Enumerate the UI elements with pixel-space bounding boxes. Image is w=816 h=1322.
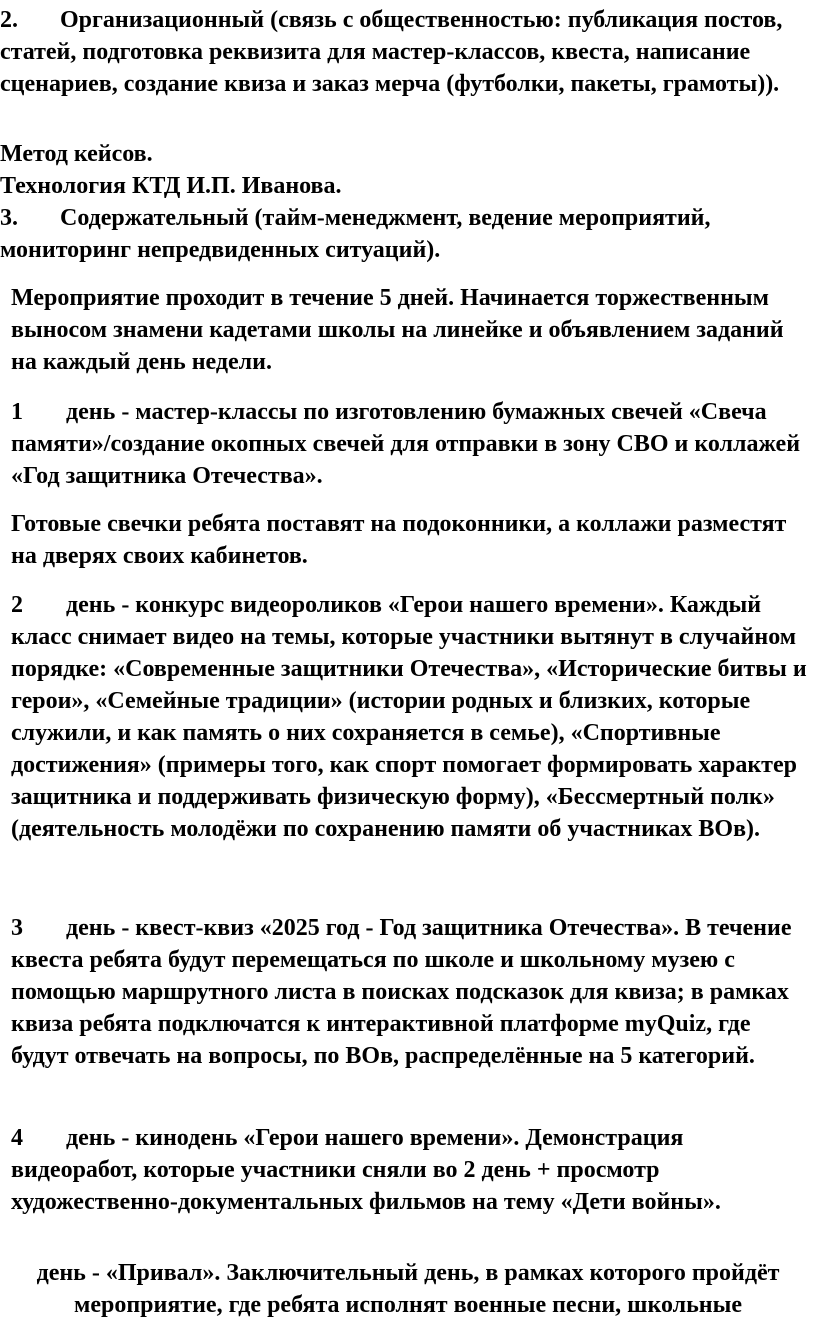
day-3-text: день - квест-квиз «2025 год - Год защитника Отечества». В течение квеста ребята будут перемещаться по школе и школьному музею с помощью маршрутного листа в поисках подсказок для квиза; в рамках квиза ребята подключатся к интерактивной платформе myQuiz, где будут отвечать на вопросы, по ВОв, распределённые на 5 категорий.	[11, 915, 792, 1069]
day-1-number: 1	[11, 399, 23, 425]
day-2-paragraph	[11, 589, 811, 845]
day-1-paragraph	[11, 396, 811, 492]
item-2-paragraph	[0, 4, 800, 100]
item-3-number: 3.	[0, 205, 18, 231]
day-4-number: 4	[11, 1125, 23, 1151]
day-4-paragraph	[11, 1122, 811, 1218]
day-1-text: день - мастер-классы по изготовлению бумажных свечей «Свеча памяти»/создание окопных свечей для отправки в зону СВО и коллажей «Год защитника Отечества».	[11, 399, 801, 489]
day-3-number: 3	[11, 915, 23, 941]
item-2-number: 2.	[0, 7, 18, 33]
item-3-text: Содержательный (тайм-менеджмент, ведение мероприятий, мониторинг непредвиденных ситуаций).	[0, 205, 711, 263]
day-3-paragraph	[11, 912, 811, 1072]
day-1-followup: Готовые свечки ребята поставят на подоконники, а коллажи разместят на дверях своих кабинетов.	[11, 511, 787, 569]
method-line: Метод кейсов.	[0, 141, 153, 167]
day-2-number: 2	[11, 592, 23, 618]
intro-paragraph: Мероприятие проходит в течение 5 дней. Начинается торжественным выносом знамени кадетами школы на линейке и объявлением заданий на каждый день недели.	[11, 285, 784, 375]
day-5-paragraph: день - «Привал». Заключительный день, в рамках которого пройдёт мероприятие, где ребята исполнят военные песни, школьные	[36, 1260, 780, 1318]
day-4-text: день - кинодень «Герои нашего времени». Демонстрация видеоработ, которые участники сняли во 2 день + просмотр художественно-документальных фильмов на тему «Дети войны».	[11, 1125, 721, 1215]
item-3-paragraph	[0, 202, 800, 266]
item-2-text: Организационный (связь с общественностью: публикация постов, статей, подготовка реквизита для мастер-классов, квеста, написание сценариев, создание квиза и заказ мерча (футболки, пакеты, грамоты)).	[0, 7, 783, 97]
day-2-text: день - конкурс видеороликов «Герои нашего времени». Каждый класс снимает видео на темы, которые участники вытянут в случайном порядке: «Современные защитники Отечества», «Исторические битвы и герои», «Семейные традиции» (истории родных и близких, которые служили, и как память о них сохраняется в семье), «Спортивные достижения» (примеры того, как спорт помогает формировать характер защитника и поддерживать физическую форму), «Бессмертный полк» (деятельность молодёжи по сохранению памяти об участниках ВОв).	[11, 592, 807, 842]
technology-line: Технология КТД И.П. Иванова.	[0, 173, 342, 199]
